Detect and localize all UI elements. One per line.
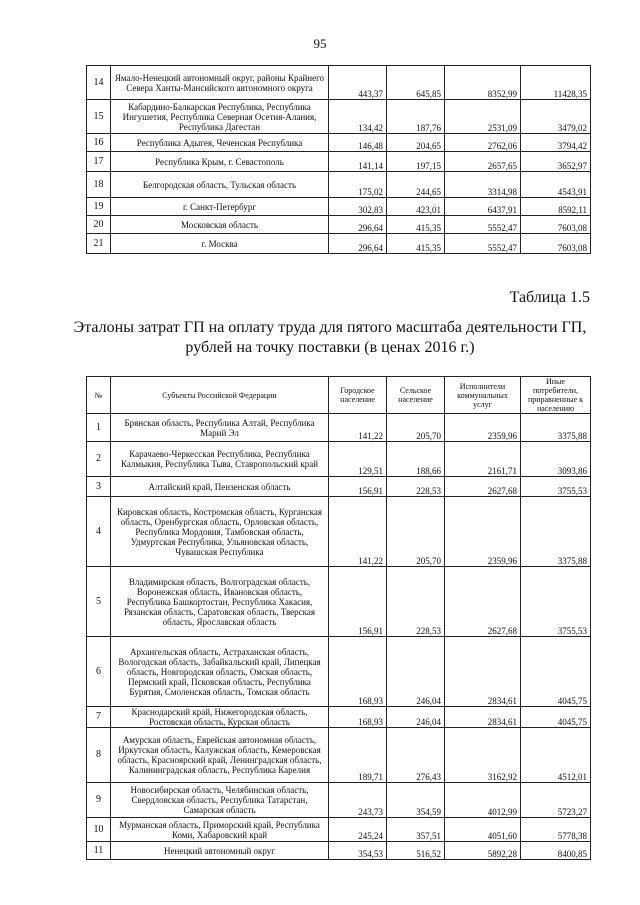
table-row: [87, 442, 591, 477]
row-subject: Владимирская область, Волгоградская область, Воронежская область, Ивановская область, Республика Башкортостан, Республика Хакасия, Рязанская область, Саратовская область, Тверская область, Ярославская область: [111, 567, 329, 637]
row-rural-value: 205,70: [387, 414, 445, 442]
table-row: [87, 707, 591, 728]
row-utility-value: 2834,61: [445, 707, 521, 728]
row-utility-value: 6437,91: [445, 198, 521, 216]
row-other-value: 4512,01: [521, 728, 591, 783]
table-label: Таблица 1.5: [509, 289, 590, 306]
row-rural-value: 204,65: [387, 134, 445, 152]
row-number: 18: [87, 172, 111, 198]
row-rural-value: 244,65: [387, 172, 445, 198]
row-rural-value: 415,35: [387, 234, 445, 254]
row-city-value: 156,91: [329, 567, 387, 637]
row-rural-value: 276,43: [387, 728, 445, 783]
table-row: [87, 818, 591, 842]
row-other-value: 8592,11: [521, 198, 591, 216]
table-row: [87, 234, 591, 254]
row-other-value: 3794,42: [521, 134, 591, 152]
row-number: 15: [87, 100, 111, 134]
row-subject: Республика Адыгея, Чеченская Республика: [111, 134, 329, 152]
row-subject: Алтайский край, Пензенская область: [111, 477, 329, 497]
row-rural-value: 246,04: [387, 637, 445, 707]
table-row: [87, 152, 591, 172]
row-utility-value: 8352,99: [445, 66, 521, 100]
row-utility-value: 4051,60: [445, 818, 521, 842]
table-header-row: [87, 377, 591, 414]
row-city-value: 134,42: [329, 100, 387, 134]
row-rural-value: 187,76: [387, 100, 445, 134]
row-other-value: 3375,88: [521, 414, 591, 442]
row-subject: Карачаево-Черкесская Республика, Республика Калмыкия, Республика Тыва, Ставропольский край: [111, 442, 329, 477]
table-row: [87, 842, 591, 860]
row-subject: Архангельская область, Астраханская область, Вологодская область, Забайкальский край, Липецкая область, Новгородская область, Омская область, Пермский край, Псковская область, Республика Бурятия, Смоленская область, Томская область: [111, 637, 329, 707]
table-title-line2: рублей на точку поставки (в ценах 2016 г.): [185, 339, 475, 356]
row-city-value: 141,22: [329, 414, 387, 442]
row-subject: Кировская область, Костромская область, Курганская область, Оренбургская область, Орловская область, Республика Мордовия, Тамбовская область, Удмуртская Республика, Ульяновская область, Чувашская Республика: [111, 497, 329, 567]
row-city-value: 129,51: [329, 442, 387, 477]
row-number: 8: [87, 728, 111, 783]
row-other-value: 5778,38: [521, 818, 591, 842]
row-other-value: 4045,75: [521, 707, 591, 728]
table-title: [40, 318, 620, 358]
table-row: [87, 783, 591, 818]
table-row: [87, 172, 591, 198]
row-utility-value: 2834,61: [445, 637, 521, 707]
row-other-value: 11428,35: [521, 66, 591, 100]
row-rural-value: 188,66: [387, 442, 445, 477]
row-rural-value: 357,51: [387, 818, 445, 842]
row-subject: Белгородская область, Тульская область: [111, 172, 329, 198]
row-number: 5: [87, 567, 111, 637]
table-row: [87, 728, 591, 783]
header-utility: Исполнители коммунальных услуг: [445, 377, 521, 414]
row-subject: Ямало-Ненецкий автономный округ, районы Крайнего Севера Ханты-Мансийского автономного округа: [111, 66, 329, 100]
row-utility-value: 2359,96: [445, 414, 521, 442]
row-subject: г. Москва: [111, 234, 329, 254]
row-subject: Мурманская область, Приморский край, Республика Коми, Хабаровский край: [111, 818, 329, 842]
row-city-value: 296,64: [329, 234, 387, 254]
table-title-line1: Эталоны затрат ГП на оплату труда для пятого масштаба деятельности ГП,: [73, 319, 587, 336]
row-other-value: 8400,85: [521, 842, 591, 860]
row-subject: Кабардино-Балкарская Республика, Республика Ингушетия, Республика Северная Осетия-Алания, Республика Дагестан: [111, 100, 329, 134]
header-other: Иные потребители, приравненные к населению: [521, 377, 591, 414]
table-row: [87, 198, 591, 216]
row-subject: Ненецкий автономный округ: [111, 842, 329, 860]
row-utility-value: 4012,99: [445, 783, 521, 818]
row-other-value: 3755,53: [521, 567, 591, 637]
row-subject: г. Санкт-Петербург: [111, 198, 329, 216]
row-number: 9: [87, 783, 111, 818]
row-city-value: 156,91: [329, 477, 387, 497]
table-row: [87, 497, 591, 567]
row-other-value: 4045,75: [521, 637, 591, 707]
row-other-value: 3375,88: [521, 497, 591, 567]
row-number: 21: [87, 234, 111, 254]
row-utility-value: 2762,06: [445, 134, 521, 152]
row-number: 6: [87, 637, 111, 707]
table-row: [87, 100, 591, 134]
labor-cost-table: [86, 376, 591, 860]
row-utility-value: 5552,47: [445, 216, 521, 234]
row-other-value: 3652,97: [521, 152, 591, 172]
row-number: 11: [87, 842, 111, 860]
row-city-value: 168,93: [329, 707, 387, 728]
row-city-value: 296,64: [329, 216, 387, 234]
table-row: [87, 216, 591, 234]
row-subject: Краснодарский край, Нижегородская область, Ростовская область, Курская область: [111, 707, 329, 728]
row-rural-value: 228,53: [387, 477, 445, 497]
row-rural-value: 516,52: [387, 842, 445, 860]
continued-table: [86, 65, 591, 254]
continued-table-body: [87, 66, 591, 254]
row-rural-value: 354,59: [387, 783, 445, 818]
row-utility-value: 5552,47: [445, 234, 521, 254]
row-city-value: 141,22: [329, 497, 387, 567]
row-other-value: 7603,08: [521, 216, 591, 234]
row-other-value: 7603,08: [521, 234, 591, 254]
row-other-value: 5723,27: [521, 783, 591, 818]
row-rural-value: 205,70: [387, 497, 445, 567]
row-number: 17: [87, 152, 111, 172]
table-row: [87, 414, 591, 442]
header-subject: Субъекты Российской Федерации: [111, 377, 329, 414]
row-city-value: 146,48: [329, 134, 387, 152]
row-utility-value: 3314,98: [445, 172, 521, 198]
row-other-value: 3093,86: [521, 442, 591, 477]
table-row: [87, 134, 591, 152]
row-number: 20: [87, 216, 111, 234]
row-subject: Амурская область, Еврейская автономная область, Иркутская область, Калужская область, Кемеровская область, Красноярский край, Ленинградская область, Калининградская область, Республика Карелия: [111, 728, 329, 783]
row-utility-value: 3162,92: [445, 728, 521, 783]
row-number: 10: [87, 818, 111, 842]
row-number: 14: [87, 66, 111, 100]
row-rural-value: 645,85: [387, 66, 445, 100]
row-utility-value: 2627,68: [445, 567, 521, 637]
row-number: 16: [87, 134, 111, 152]
row-city-value: 354,53: [329, 842, 387, 860]
row-subject: Московская область: [111, 216, 329, 234]
row-rural-value: 197,15: [387, 152, 445, 172]
row-number: 4: [87, 497, 111, 567]
row-utility-value: 2359,96: [445, 497, 521, 567]
header-rural: Сельское население: [387, 377, 445, 414]
row-other-value: 3755,53: [521, 477, 591, 497]
row-number: 19: [87, 198, 111, 216]
row-other-value: 3479,02: [521, 100, 591, 134]
row-city-value: 245,24: [329, 818, 387, 842]
table-row: [87, 637, 591, 707]
row-rural-value: 246,04: [387, 707, 445, 728]
row-number: 3: [87, 477, 111, 497]
row-city-value: 302,83: [329, 198, 387, 216]
row-other-value: 4543,91: [521, 172, 591, 198]
row-utility-value: 2657,65: [445, 152, 521, 172]
labor-cost-table-body: [87, 414, 591, 860]
table-row: [87, 66, 591, 100]
row-city-value: 443,37: [329, 66, 387, 100]
table-row: [87, 477, 591, 497]
row-subject: Новосибирская область, Челябинская область, Свердловская область, Республика Татарстан, Самарская область: [111, 783, 329, 818]
table-row: [87, 567, 591, 637]
row-city-value: 189,71: [329, 728, 387, 783]
row-city-value: 175,02: [329, 172, 387, 198]
row-rural-value: 423,01: [387, 198, 445, 216]
row-subject: Республика Крым, г. Севастополь: [111, 152, 329, 172]
row-subject: Брянская область, Республика Алтай, Республика Марий Эл: [111, 414, 329, 442]
row-number: 7: [87, 707, 111, 728]
row-city-value: 168,93: [329, 637, 387, 707]
row-rural-value: 228,53: [387, 567, 445, 637]
row-utility-value: 2627,68: [445, 477, 521, 497]
page-number: 95: [313, 36, 327, 51]
row-city-value: 141,14: [329, 152, 387, 172]
row-utility-value: 5892,28: [445, 842, 521, 860]
row-number: 2: [87, 442, 111, 477]
row-number: 1: [87, 414, 111, 442]
row-utility-value: 2161,71: [445, 442, 521, 477]
row-rural-value: 415,35: [387, 216, 445, 234]
row-city-value: 243,73: [329, 783, 387, 818]
row-utility-value: 2531,09: [445, 100, 521, 134]
header-city: Городское население: [329, 377, 387, 414]
header-number: №: [87, 377, 111, 414]
